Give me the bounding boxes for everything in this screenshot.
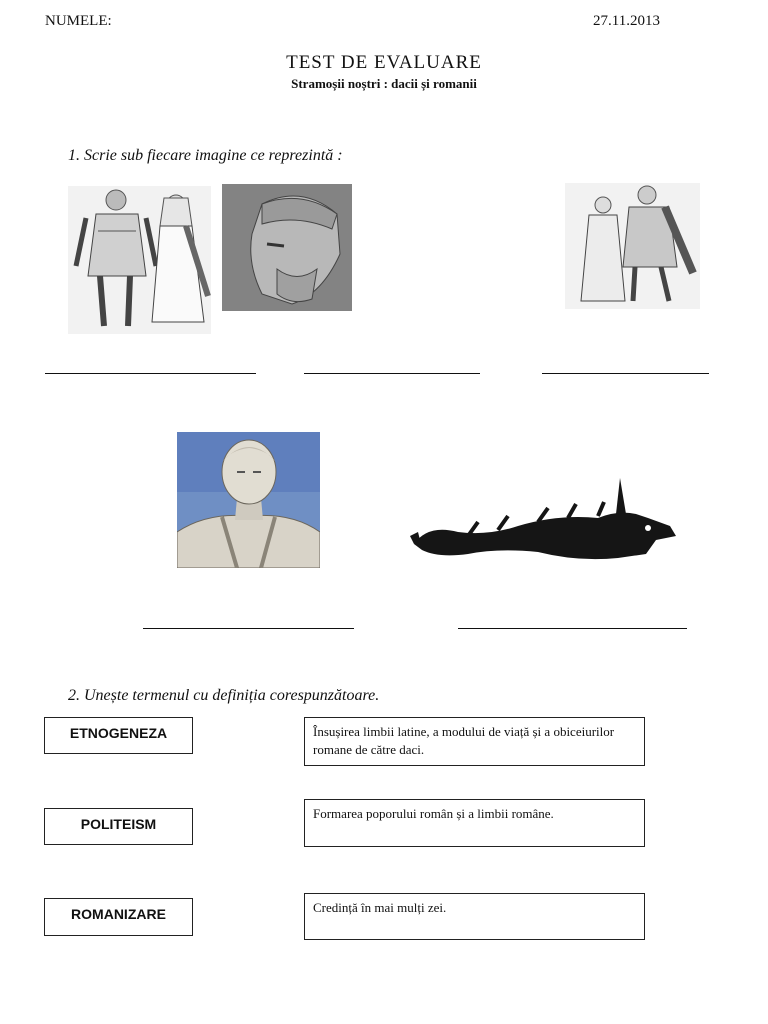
term-etnogeneza[interactable]: ETNOGENEZA [44,717,193,754]
name-label: NUMELE: [45,13,112,29]
page-title: TEST DE EVALUARE [286,52,482,73]
answer-line-2[interactable] [304,373,480,374]
definition-politeism[interactable]: Credință în mai mulți zei. [304,893,645,940]
question-1-text: 1. Scrie sub fiecare imagine ce reprezintă : [68,147,343,164]
test-date: 27.11.2013 [593,13,660,29]
trajan-bust-image [177,432,320,568]
term-politeism[interactable]: POLITEISM [44,808,193,845]
answer-line-3[interactable] [542,373,709,374]
term-romanizare[interactable]: ROMANIZARE [44,898,193,936]
dacian-draco-image [408,474,680,567]
question-2-text: 2. Unește termenul cu definiția corespunzătoare. [68,687,380,704]
answer-line-4[interactable] [143,628,354,629]
page-subtitle: Stramoșii noștri : dacii și romanii [291,76,477,91]
answer-line-1[interactable] [45,373,256,374]
answer-line-5[interactable] [458,628,687,629]
roman-couple-image [565,183,700,309]
definition-romanizare[interactable]: Însușirea limbii latine, a modului de viață și a obiceiurilor romane de către daci. [304,717,645,766]
dacian-relief-image [222,184,352,311]
definition-etnogeneza[interactable]: Formarea poporului român și a limbii române. [304,799,645,847]
dacian-couple-image [68,186,211,334]
